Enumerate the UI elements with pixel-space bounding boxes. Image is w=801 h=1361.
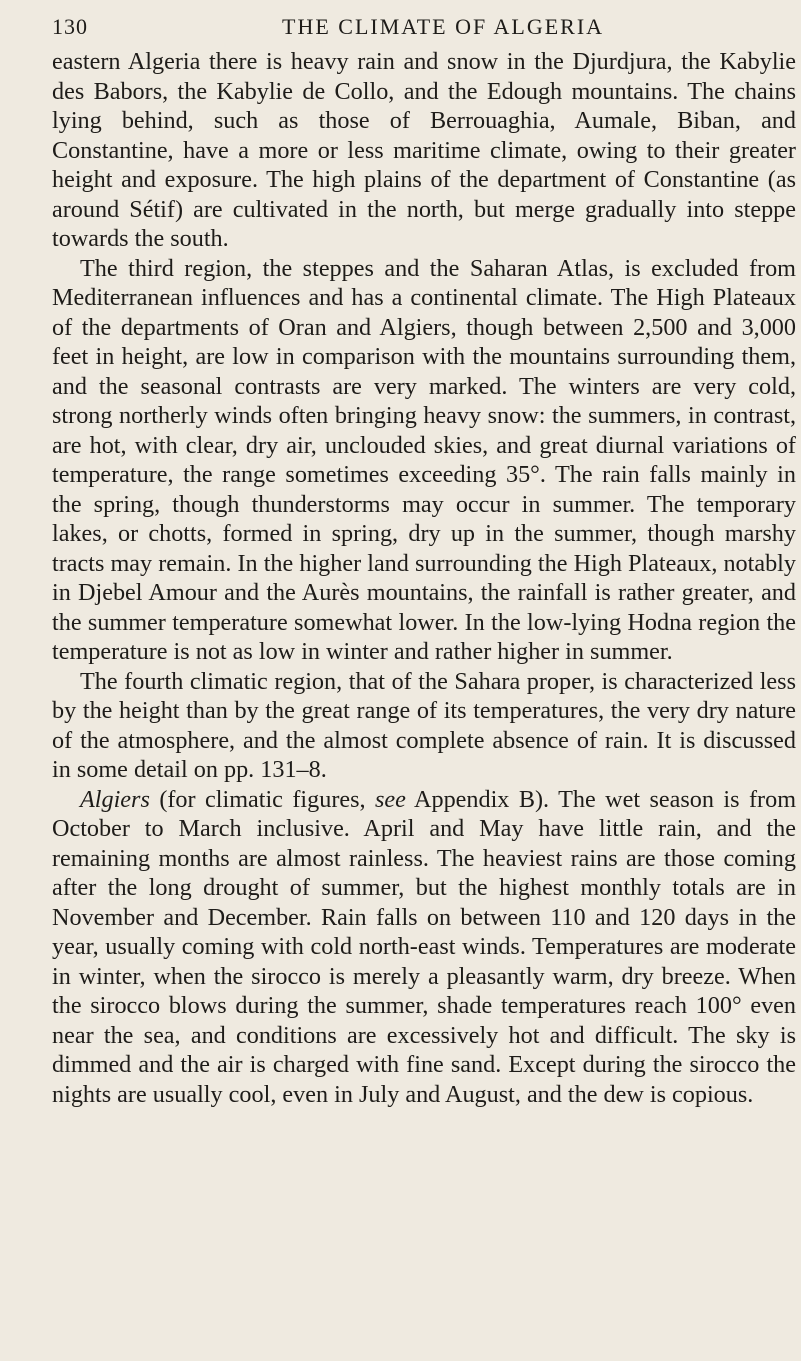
paragraph-eastern-algeria: eastern Algeria there is heavy rain and snow in the Djurdjura, the Kabylie des Babors, the Kabylie de Collo, and the Edough mountains. The chains lying behind, such as those of Berrouaghia, Aumale, Biban, and Constantine, have a more or less maritime climate, owing to their greater height and exposure. The high plains of the department of Constantine (as around Sétif) are cultivated in the north, but merge gradually into steppe towards the south. bbox=[52, 48, 796, 252]
paragraph-third-region: The third region, the steppes and the Saharan Atlas, is excluded from Mediterranean influences and has a continental climate. The High Plateaux of the departments of Oran and Algiers, though between 2,500 and 3,000 feet in height, are low in comparison with the mountains surrounding them, and the seasonal contrasts are very marked. The winters are very cold, strong northerly winds often bringing heavy snow: the summers, in contrast, are hot, with clear, dry air, unclouded skies, and great diurnal variations of temperature, the range sometimes exceeding 35°. The rain falls mainly in the spring, though thunderstorms may occur in summer. The temporary lakes, or chotts, formed in spring, dry up in the summer, though marshy tracts may remain. In the higher land surrounding the High Plateaux, notably in Djebel Amour and the Aurès mountains, the rainfall is rather greater, and the summer temperature somewhat lower. In the low-lying Hodna region the temperature is not as low in winter and rather higher in summer. bbox=[52, 254, 796, 665]
algiers-text-b: Appendix B). The wet season is from October to March inclusive. April and May have little rain, and the remaining months are almost rainless. The heaviest rains are those coming after the long drought of summer, but the highest monthly totals are in November and December. Rain falls on between 110 and 120 days in the year, usually coming with cold north-east winds. Temperatures are moderate in winter, when the sirocco is merely a pleasantly warm, dry breeze. When the sirocco blows during the summer, shade temperatures reach 100° even near the sea, and conditions are excessively hot and difficult. The sky is dimmed and the air is charged with fine sand. Except during the sirocco the nights are usually cool, even in July and August, and the dew is copious. bbox=[52, 785, 797, 1108]
paragraph-algiers bbox=[52, 785, 796, 1110]
algiers-heading: Algiers bbox=[80, 785, 150, 813]
running-title: THE CLIMATE OF ALGERIA bbox=[282, 14, 605, 39]
algiers-text-a: (for climatic figures, bbox=[149, 785, 376, 813]
running-head bbox=[52, 8, 796, 48]
page-number: 130 bbox=[52, 14, 88, 39]
body-text bbox=[52, 47, 796, 1109]
paragraph-fourth-region: The fourth climatic region, that of the Sahara proper, is characterized less by the height than by the great range of its temperatures, the very dry nature of the atmosphere, and the almost complete absence of rain. It is discussed in some detail on pp. 131–8. bbox=[52, 667, 796, 783]
see-reference: see bbox=[375, 785, 406, 813]
